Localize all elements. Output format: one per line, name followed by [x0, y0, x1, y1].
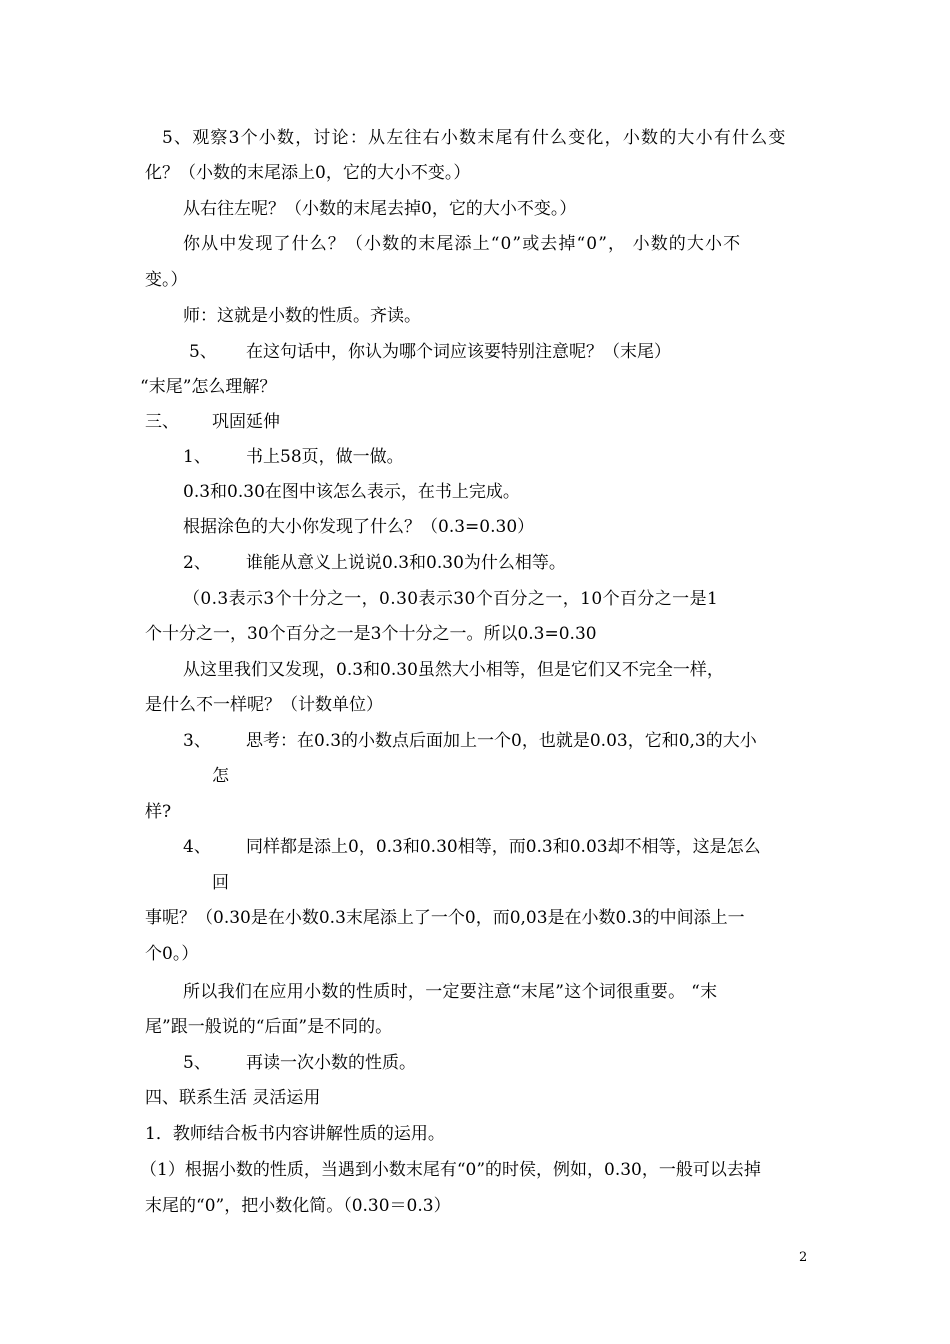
- section-heading: 四、联系生活 灵活运用: [145, 1088, 321, 1108]
- text-line: （1）根据小数的性质，当遇到小数末尾有“0”的时侯，例如，0.30，一般可以去掉: [140, 1160, 761, 1180]
- text-line: 化？（小数的末尾添上0，它的大小不变。）: [145, 163, 471, 183]
- text-line: 变。）: [145, 270, 188, 290]
- text-line: 个十分之一，30个百分之一是3个十分之一。所以0.3=0.30: [145, 624, 597, 644]
- text-line: 同样都是添上0，0.3和0.30相等，而0.3和0.03却不相等，这是怎么: [246, 837, 761, 857]
- list-marker: 2、: [183, 553, 211, 573]
- text-line: 思考：在0.3的小数点后面加上一个0，也就是0.03，它和0,3的大小: [246, 731, 757, 751]
- text-line: 是什么不一样呢？（计数单位）: [145, 695, 383, 715]
- text-line: 所以我们在应用小数的性质时，一定要注意“末尾”这个词很重要。 “末: [183, 982, 718, 1002]
- text-line: 谁能从意义上说说0.3和0.30为什么相等。: [246, 553, 566, 573]
- list-marker: 5、: [189, 342, 217, 362]
- text-line: 回: [212, 873, 229, 893]
- section-marker: 三、: [145, 412, 179, 432]
- text-line: 再读一次小数的性质。: [246, 1053, 416, 1073]
- text-line: 怎: [212, 766, 229, 786]
- text-line: 在这句话中，你认为哪个词应该要特别注意呢？（末尾）: [246, 342, 671, 362]
- text-line: 师：这就是小数的性质。齐读。: [183, 306, 421, 326]
- list-marker: 5、: [183, 1053, 211, 1073]
- list-marker: 1、: [183, 447, 211, 467]
- text-line: 从这里我们又发现，0.3和0.30虽然大小相等，但是它们又不完全一样，: [183, 660, 724, 680]
- text-line: 1．教师结合板书内容讲解性质的运用。: [145, 1124, 445, 1144]
- text-line: 从右往左呢？（小数的末尾去掉0，它的大小不变。）: [183, 199, 577, 219]
- text-line: 事呢？（0.30是在小数0.3末尾添上了一个0，而0,03是在小数0.3的中间添上一: [145, 908, 745, 928]
- text-line: 个0。）: [145, 944, 199, 964]
- text-line: 末尾的“0”，把小数化简。（0.30＝0.3）: [145, 1196, 451, 1216]
- page-number: 2: [799, 1250, 808, 1265]
- list-marker: 4、: [183, 837, 211, 857]
- text-line: 样?: [145, 802, 172, 822]
- text-line: 尾”跟一般说的“后面”是不同的。: [145, 1017, 393, 1037]
- text-line: 5、观察3个小数，讨论：从左往右小数末尾有什么变化，小数的大小有什么变: [162, 128, 787, 148]
- text-line: “末尾”怎么理解？: [140, 377, 277, 397]
- text-line: 0.3和0.30在图中该怎么表示，在书上完成。: [183, 482, 520, 502]
- section-heading: 巩固延伸: [212, 412, 280, 432]
- text-line: 你从中发现了什么？（小数的末尾添上“0”或去掉“0”， 小数的大小不: [183, 234, 742, 254]
- list-marker: 3、: [183, 731, 211, 751]
- text-line: 根据涂色的大小你发现了什么？（0.3=0.30）: [183, 517, 535, 537]
- text-line: 书上58页，做一做。: [246, 447, 404, 467]
- text-line: （0.3表示3个十分之一，0.30表示30个百分之一，10个百分之一是1: [183, 589, 719, 609]
